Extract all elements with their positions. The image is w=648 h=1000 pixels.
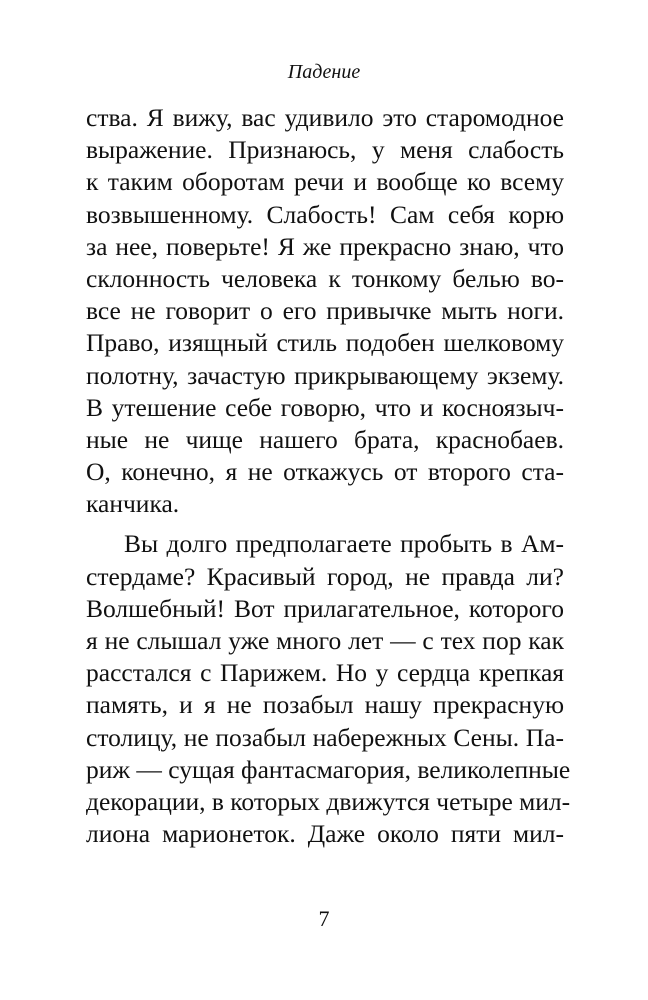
paragraph-1 — [86, 102, 564, 520]
text-line: Волшебный! Вот прилагательное, которого — [86, 593, 564, 623]
text-line: я не слышал уже много лет — с тех пор как — [86, 626, 564, 655]
text-line: Право, изящный стиль подобен шелковому — [86, 328, 564, 358]
text-line: В утешение себе говорю, что и косноязыч- — [86, 392, 564, 422]
body-text — [86, 102, 571, 850]
text-line: память, и я не позабыл нашу прекрасную — [86, 690, 564, 720]
paragraph-spacer — [86, 520, 564, 528]
text-line: столицу, не позабыл набережных Сены. Па- — [86, 722, 564, 752]
text-line: стердаме? Красивый город, не правда ли? — [86, 561, 564, 591]
text-line: расстался с Парижем. Но у сердца крепкая — [86, 658, 564, 688]
text-line: ные не чище нашего брата, краснобаев. — [86, 424, 564, 454]
text-line: за нее, поверьте! Я же прекрасно знаю, что — [86, 231, 564, 261]
text-line: Вы долго предполагаете пробыть в Ам- — [124, 529, 564, 559]
text-line: декорации, в которых движутся четыре мил- — [86, 786, 571, 816]
page-number: 7 — [318, 906, 330, 931]
text-line: к таким оборотам речи и вообще ко всему — [86, 167, 564, 197]
text-line: полотну, зачастую прикрывающему экзему. — [86, 360, 564, 390]
text-line: О, конечно, я не откажусь от второго ста- — [86, 457, 564, 487]
running-header: Падение — [287, 61, 361, 83]
text-line: канчика. — [86, 489, 180, 519]
text-line: склонность человека к тонкому белью во- — [86, 263, 564, 293]
paragraph-2 — [86, 528, 571, 850]
text-line: риж — сущая фантасмагория, великолепные — [86, 754, 571, 784]
text-line: возвышенному. Слабость! Сам себя корю — [86, 199, 564, 229]
text-line: лиона марионеток. Даже около пяти мил- — [86, 819, 564, 849]
text-line: выражение. Признаюсь, у меня слабость — [86, 135, 564, 165]
text-line: ства. Я вижу, вас удивило это старомодное — [86, 103, 564, 132]
text-line: все не говорит о его привычке мыть ноги. — [86, 296, 564, 326]
